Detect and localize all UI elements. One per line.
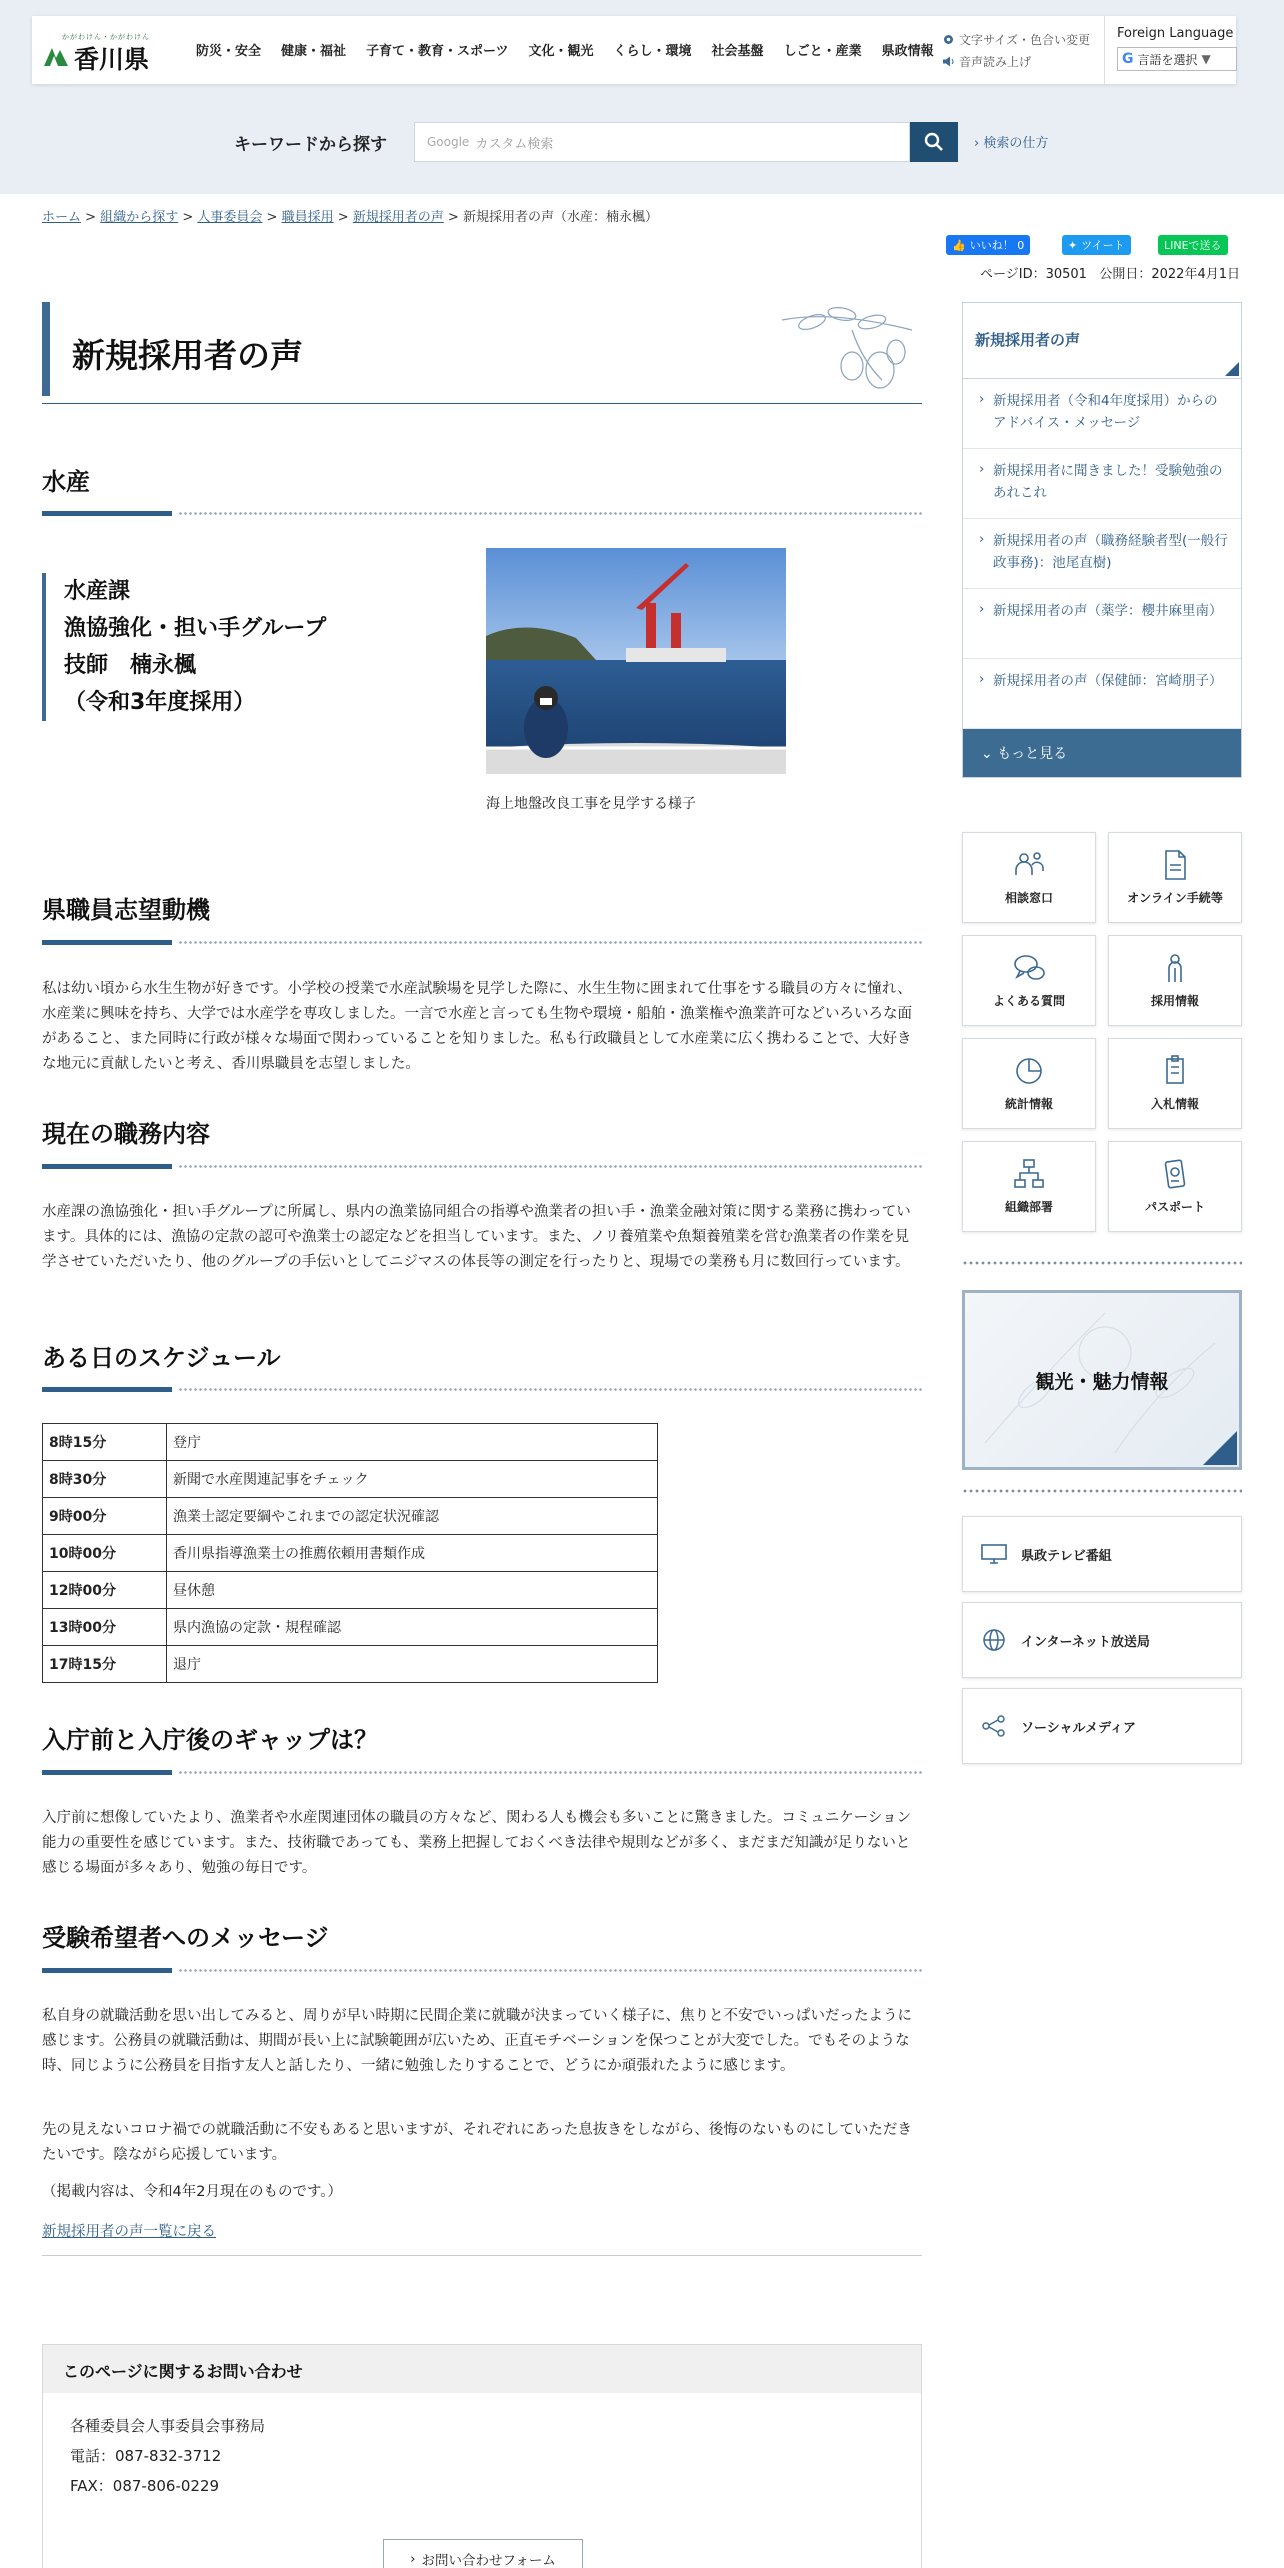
tile-faq[interactable]	[962, 935, 1096, 1026]
logo-tagline: かがわけん・かがわけん	[62, 33, 150, 41]
breadcrumb-home[interactable]: ホーム	[42, 210, 82, 225]
sidebar-item[interactable]: › 新規採用者の声（職務経験者型(一般行政事務)：池尾直樹)	[963, 519, 1241, 589]
tile-statistics[interactable]	[962, 1038, 1096, 1129]
chat-bubbles-icon	[1012, 952, 1046, 984]
schedule-time: 13時00分	[43, 1609, 167, 1646]
section-heading-schedule: ある日のスケジュール	[42, 1344, 281, 1372]
chevron-down-icon: ▼	[1201, 52, 1211, 66]
show-more-button[interactable]	[963, 729, 1241, 777]
schedule-time: 9時00分	[43, 1498, 167, 1535]
section-heading-duties: 現在の職務内容	[42, 1120, 210, 1148]
tile-label: 相談窓口	[1004, 891, 1053, 905]
sidebar	[962, 302, 1242, 1736]
related-pages-heading[interactable]	[963, 303, 1241, 379]
schedule-task: 県内漁協の定款・規程確認	[167, 1609, 658, 1646]
nav-item-kosodate[interactable]: 子育て・教育・スポーツ	[366, 44, 509, 59]
keyword-search-label: キーワードから探す	[234, 135, 387, 155]
tv-program-link[interactable]	[962, 1516, 1242, 1592]
publish-date: 公開日：2022年4月1日	[1099, 267, 1240, 282]
breadcrumb-org[interactable]: 組織から探す	[100, 210, 179, 225]
logo-text: 香川県	[74, 45, 150, 74]
org-chart-icon	[1012, 1158, 1046, 1190]
search-help-link[interactable]: › 検索の仕方	[974, 136, 1049, 151]
tile-passport[interactable]	[1108, 1141, 1242, 1232]
internet-broadcast-link[interactable]	[962, 1602, 1242, 1678]
content-note: （掲載内容は、令和4年2月現在のものです。）	[42, 2184, 343, 2200]
schedule-time: 8時15分	[43, 1424, 167, 1461]
heading-underline	[42, 940, 922, 945]
related-pages-title: 新規採用者の声	[975, 331, 1081, 349]
speaker-icon	[942, 55, 955, 68]
like-label: いいね！ 0	[969, 239, 1025, 252]
utility-links	[942, 28, 1090, 72]
nav-item-kenko[interactable]: 健康・福祉	[281, 44, 347, 59]
social-media-label: ソーシャルメディア	[1021, 1720, 1137, 1736]
search-help-label: 検索の仕方	[983, 136, 1049, 151]
paragraph-motive: 私は幼い頃から水生生物が好きです。小学校の授業で水産試験場を見学した際に、水生生物に囲まれて仕事をする職員の方々に憧れ、水産業に興味を持ち、大学では水産学を専攻しました。一言で水産と言っても生物や環境・船舶・漁業権や漁業許可などいろいろな面があること、また同時に行政が様々な場面で関わっていることを知りました。私も行政職員として水産業に広く携わることで、大好きな地元に貢献したいと考え、香川県職員を志望しました。	[42, 981, 912, 1072]
section-heading-motive: 県職員志望動機	[42, 896, 210, 924]
tile-bidding[interactable]	[1108, 1038, 1242, 1129]
employee-photo	[486, 548, 786, 774]
logo-mark-icon	[42, 44, 70, 68]
tourism-banner[interactable]	[962, 1290, 1242, 1470]
breadcrumb-sep: >	[81, 210, 101, 225]
bird-icon: ✦	[1068, 238, 1078, 252]
table-row	[43, 1498, 658, 1535]
share-icon	[981, 1714, 1007, 1738]
schedule-task: 昼休憩	[167, 1572, 658, 1609]
contact-body	[43, 2393, 921, 2519]
language-select[interactable]	[1117, 47, 1237, 71]
foreign-language-title: Foreign Language	[1117, 26, 1234, 41]
title-accent-bar	[42, 302, 50, 396]
breadcrumb-saiyo[interactable]: 職員採用	[281, 210, 334, 225]
schedule-time: 10時00分	[43, 1535, 167, 1572]
contact-tel: 電話：087-832-3712	[70, 2447, 222, 2465]
people-icon	[1012, 849, 1046, 881]
table-row	[43, 1646, 658, 1683]
schedule-task: 退庁	[167, 1646, 658, 1683]
main-content	[42, 300, 922, 2568]
nav-item-bunka[interactable]: 文化・観光	[528, 44, 594, 59]
section-heading-gap: 入庁前と入庁後のギャップは？	[42, 1726, 378, 1754]
dotted-divider	[962, 1488, 1242, 1494]
facebook-like-button[interactable]	[946, 235, 1030, 255]
foreign-language-box	[1104, 16, 1236, 84]
back-to-list-link[interactable]: 新規採用者の声一覧に戻る	[42, 2224, 216, 2240]
tile-organization[interactable]	[962, 1141, 1096, 1232]
related-pages-menu	[962, 302, 1242, 778]
font-color-setting-link[interactable]	[942, 28, 1090, 50]
line-share-button[interactable]	[1158, 235, 1228, 255]
page-title: 新規採用者の声	[72, 336, 303, 375]
quick-links-grid	[962, 832, 1242, 1232]
profile-dept: 水産課	[64, 579, 131, 604]
breadcrumb-current: 新規採用者の声（水産：楠永楓）	[462, 210, 658, 225]
voice-reader-link[interactable]	[942, 50, 1090, 72]
nav-item-kurashi[interactable]: くらし・環境	[613, 44, 692, 59]
sidebar-item[interactable]: › 新規採用者の声（薬学：櫻井麻里南）	[963, 589, 1241, 659]
paragraph-gap: 入庁前に想像していたより、漁業者や水産関連団体の職員の方々など、関わる人も機会も多いことに驚きました。コミュニケーション能力の重要性を感じています。また、技術職であっても、業務上把握しておくべき法律や規則などが多く、まだまだ知識が足りないと感じる場面が多々あり、勉強の毎日です。	[42, 1810, 912, 1876]
tile-consultation[interactable]	[962, 832, 1096, 923]
sidebar-item[interactable]: › 新規採用者の声（保健師：宮崎朋子）	[963, 659, 1241, 729]
global-nav	[186, 40, 944, 59]
search-input[interactable]	[414, 122, 910, 162]
tile-label: オンライン手続等	[1127, 891, 1223, 905]
document-icon	[1158, 849, 1192, 881]
tv-program-label: 県政テレビ番組	[1021, 1548, 1112, 1564]
table-row	[43, 1424, 658, 1461]
sidebar-item[interactable]: › 新規採用者（令和4年度採用）からのアドバイス・メッセージ	[963, 379, 1241, 449]
chevron-down-icon: ⌄	[981, 746, 993, 762]
breadcrumb-koe[interactable]: 新規採用者の声	[352, 210, 444, 225]
profile-year: （令和3年度採用）	[64, 690, 256, 715]
table-row	[43, 1572, 658, 1609]
monitor-icon	[981, 1543, 1007, 1565]
internet-broadcast-label: インターネット放送局	[1021, 1634, 1150, 1650]
site-logo[interactable]	[42, 32, 154, 72]
google-icon: G	[1122, 51, 1134, 67]
language-select-label: 言語を選択	[1137, 52, 1198, 67]
tile-label: よくある質問	[992, 994, 1065, 1008]
search-placeholder: カスタム検索	[475, 136, 554, 152]
chevron-right-icon: ›	[410, 2551, 416, 2567]
breadcrumb-sep: >	[333, 210, 353, 225]
heading-underline	[42, 1968, 922, 1973]
paragraph-message-1: 私自身の就職活動を思い出してみると、周りが早い時期に民間企業に就職が決まっていく様子に、焦りと不安でいっぱいだったように感じます。公務員の就職活動は、期間が長い上に試験範囲が広いため、正直モチベーションを保つことが大変でした。でもそのような時、同じように公務員を目指す友人と話したり、一緒に勉強したりすることで、どうにか頑張れたように感じます。	[42, 2008, 912, 2074]
voice-reader-label: 音声読み上げ	[959, 54, 1032, 69]
font-color-setting-label: 文字サイズ・色合い変更	[959, 32, 1091, 47]
search-icon	[924, 132, 944, 152]
schedule-table	[42, 1423, 658, 1683]
table-row	[43, 1535, 658, 1572]
thumbs-up-icon: 👍	[952, 238, 966, 252]
dotted-divider	[962, 1260, 1242, 1266]
profile-group: 漁協強化・担い手グループ	[64, 616, 327, 641]
bid-document-icon	[1158, 1055, 1192, 1087]
tile-label: 入札情報	[1150, 1097, 1199, 1111]
section-heading-suisan: 水産	[42, 468, 90, 496]
heading-underline	[42, 1387, 922, 1392]
corner-triangle-icon	[1203, 1431, 1237, 1465]
schedule-task: 漁業士認定要綱やこれまでの認定状況確認	[167, 1498, 658, 1535]
page-meta	[980, 263, 1240, 282]
tile-label: 組織部署	[1004, 1200, 1053, 1214]
profile-name: 技師 楠永楓	[64, 653, 197, 678]
gear-icon	[942, 33, 955, 46]
show-more-label: もっと見る	[997, 746, 1068, 762]
breadcrumb-sep: >	[178, 210, 198, 225]
page-title-block	[42, 300, 922, 404]
passport-icon	[1158, 1158, 1192, 1190]
tweet-button[interactable]	[1062, 235, 1131, 255]
section-heading-message: 受験希望者へのメッセージ	[42, 1924, 329, 1952]
schedule-task: 香川県指導漁業士の推薦依頼用書類作成	[167, 1535, 658, 1572]
breadcrumb-sep: >	[443, 210, 463, 225]
tile-label: 統計情報	[1004, 1097, 1053, 1111]
tile-label: 採用情報	[1150, 994, 1199, 1008]
breadcrumb-jinji[interactable]: 人事委員会	[197, 210, 263, 225]
contact-fax: FAX：087-806-0229	[70, 2477, 220, 2495]
sidebar-item[interactable]: › 新規採用者に聞きました！受験勉強のあれこれ	[963, 449, 1241, 519]
nav-item-shigoto[interactable]: しごと・産業	[783, 44, 862, 59]
table-row	[43, 1461, 658, 1498]
social-media-link[interactable]	[962, 1688, 1242, 1764]
nav-item-kensei[interactable]: 県政情報	[881, 44, 934, 59]
page-id: ページID：30501	[980, 267, 1087, 282]
line-share-label: LINEで送る	[1164, 239, 1222, 252]
google-label: Google	[427, 135, 470, 149]
tweet-label: ツイート	[1081, 239, 1125, 252]
heading-underline	[42, 1770, 922, 1775]
breadcrumb-sep: >	[262, 210, 282, 225]
contact-org: 各種委員会人事委員会事務局	[70, 2417, 266, 2435]
schedule-time: 8時30分	[43, 1461, 167, 1498]
table-row	[43, 1609, 658, 1646]
nav-item-bosai[interactable]: 防災・安全	[196, 44, 262, 59]
contact-box	[42, 2344, 922, 2568]
olive-branch-icon	[772, 300, 922, 398]
tile-recruitment[interactable]	[1108, 935, 1242, 1026]
paragraph-message-2: 先の見えないコロナ禍での就職活動に不安もあると思いますが、それぞれにあった息抜きをしながら、後悔のないものにしていただきたいです。陰ながら応援しています。	[42, 2122, 912, 2163]
contact-form-label: お問い合わせフォーム	[421, 2553, 556, 2568]
schedule-task: 登庁	[167, 1424, 658, 1461]
pie-chart-icon	[1012, 1055, 1046, 1087]
heading-underline	[42, 1164, 922, 1169]
corner-triangle-icon	[1225, 362, 1239, 376]
paragraph-duties: 水産課の漁協強化・担い手グループに所属し、県内の漁業協同組合の指導や漁業者の担い手・漁業金融対策に関する業務に携わっています。具体的には、漁協の定款の認可や漁業士の認定などを担当しています。また、ノリ養殖業や魚類養殖業を営む漁業者の作業を見学させていただいたり、他のグループの手伝いとしてニジマスの体長等の測定を行ったりと、現場での業務も月に数回行っています。	[42, 1204, 911, 1270]
divider	[42, 2255, 922, 2256]
globe-icon	[981, 1628, 1007, 1652]
employee-profile	[42, 573, 326, 721]
contact-heading: このページに関するお問い合わせ	[43, 2345, 921, 2393]
person-icon	[1158, 952, 1192, 984]
search-button[interactable]	[910, 122, 958, 162]
schedule-task: 新聞で水産関連記事をチェック	[167, 1461, 658, 1498]
schedule-time: 12時00分	[43, 1572, 167, 1609]
photo-caption: 海上地盤改良工事を見学する様子	[486, 796, 696, 812]
contact-form-button[interactable]	[383, 2539, 583, 2568]
tile-label: パスポート	[1144, 1200, 1205, 1214]
breadcrumb	[42, 206, 658, 225]
schedule-time: 17時15分	[43, 1646, 167, 1683]
heading-underline	[42, 511, 922, 516]
nav-item-shakai[interactable]: 社会基盤	[711, 44, 764, 59]
tourism-banner-label: 観光・魅力情報	[1035, 1370, 1169, 1393]
tile-online-procedure[interactable]	[1108, 832, 1242, 923]
